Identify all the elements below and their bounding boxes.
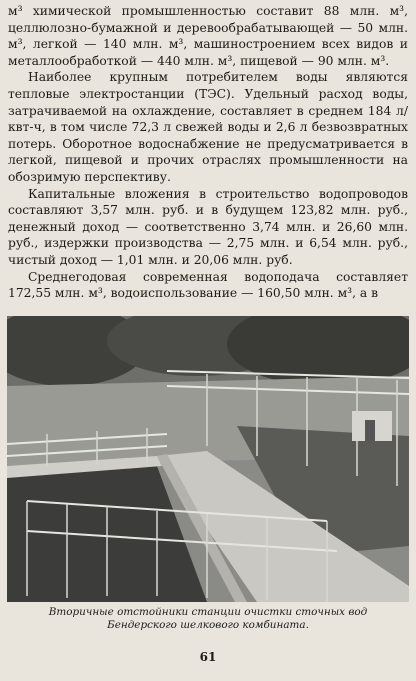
photo-illustration [7,316,409,602]
body-text [8,3,408,302]
settling-tanks-photo [7,316,409,602]
paragraph-water-supply: Среднегодовая современная водоподача составляет 172,55 млн. м³, водоиспользование — 160,50 млн. м³, а в [8,269,408,301]
photo-caption: Вторичные отстойники станции очистки сточных вод Бендерского шелкового комбината. [48,606,368,631]
paragraph-continued: м³ химической промышленностью составит 88 млн. м³, целлюлозно-бумажной и деревообрабатывающей — 50 млн. м³, легкой — 140 млн. м³, машиностроением всех видов и металлообработкой — 440 млн. м³, пищевой — 90 млн. м³. [8,4,408,68]
paragraph-investments: Капитальные вложения в строительство водопроводов составляют 3,57 млн. руб. и в будущем 123,82 млн. руб., денежный доход — соответственно 3,74 млн. и 26,60 млн. руб., издержки производства — 2,75 млн. и 6,54 млн. руб., чистый доход — 1,01 млн. и 20,06 млн. руб. [8,186,408,267]
page-number: 61 [199,650,217,664]
paragraph-tes: Наиболее крупным потребителем воды являются тепловые электростанции (ТЭС). Удельный расход воды, затрачиваемой на охлаждение, составляет в среднем 184 л/квт-ч, в том числе 72,3 л свежей воды и 2,6 л безвозвратных потерь. Оборотное водоснабжение не предусматривается в легкой, пищевой и прочих отраслях промышленности на обозримую перспективу. [8,70,408,184]
